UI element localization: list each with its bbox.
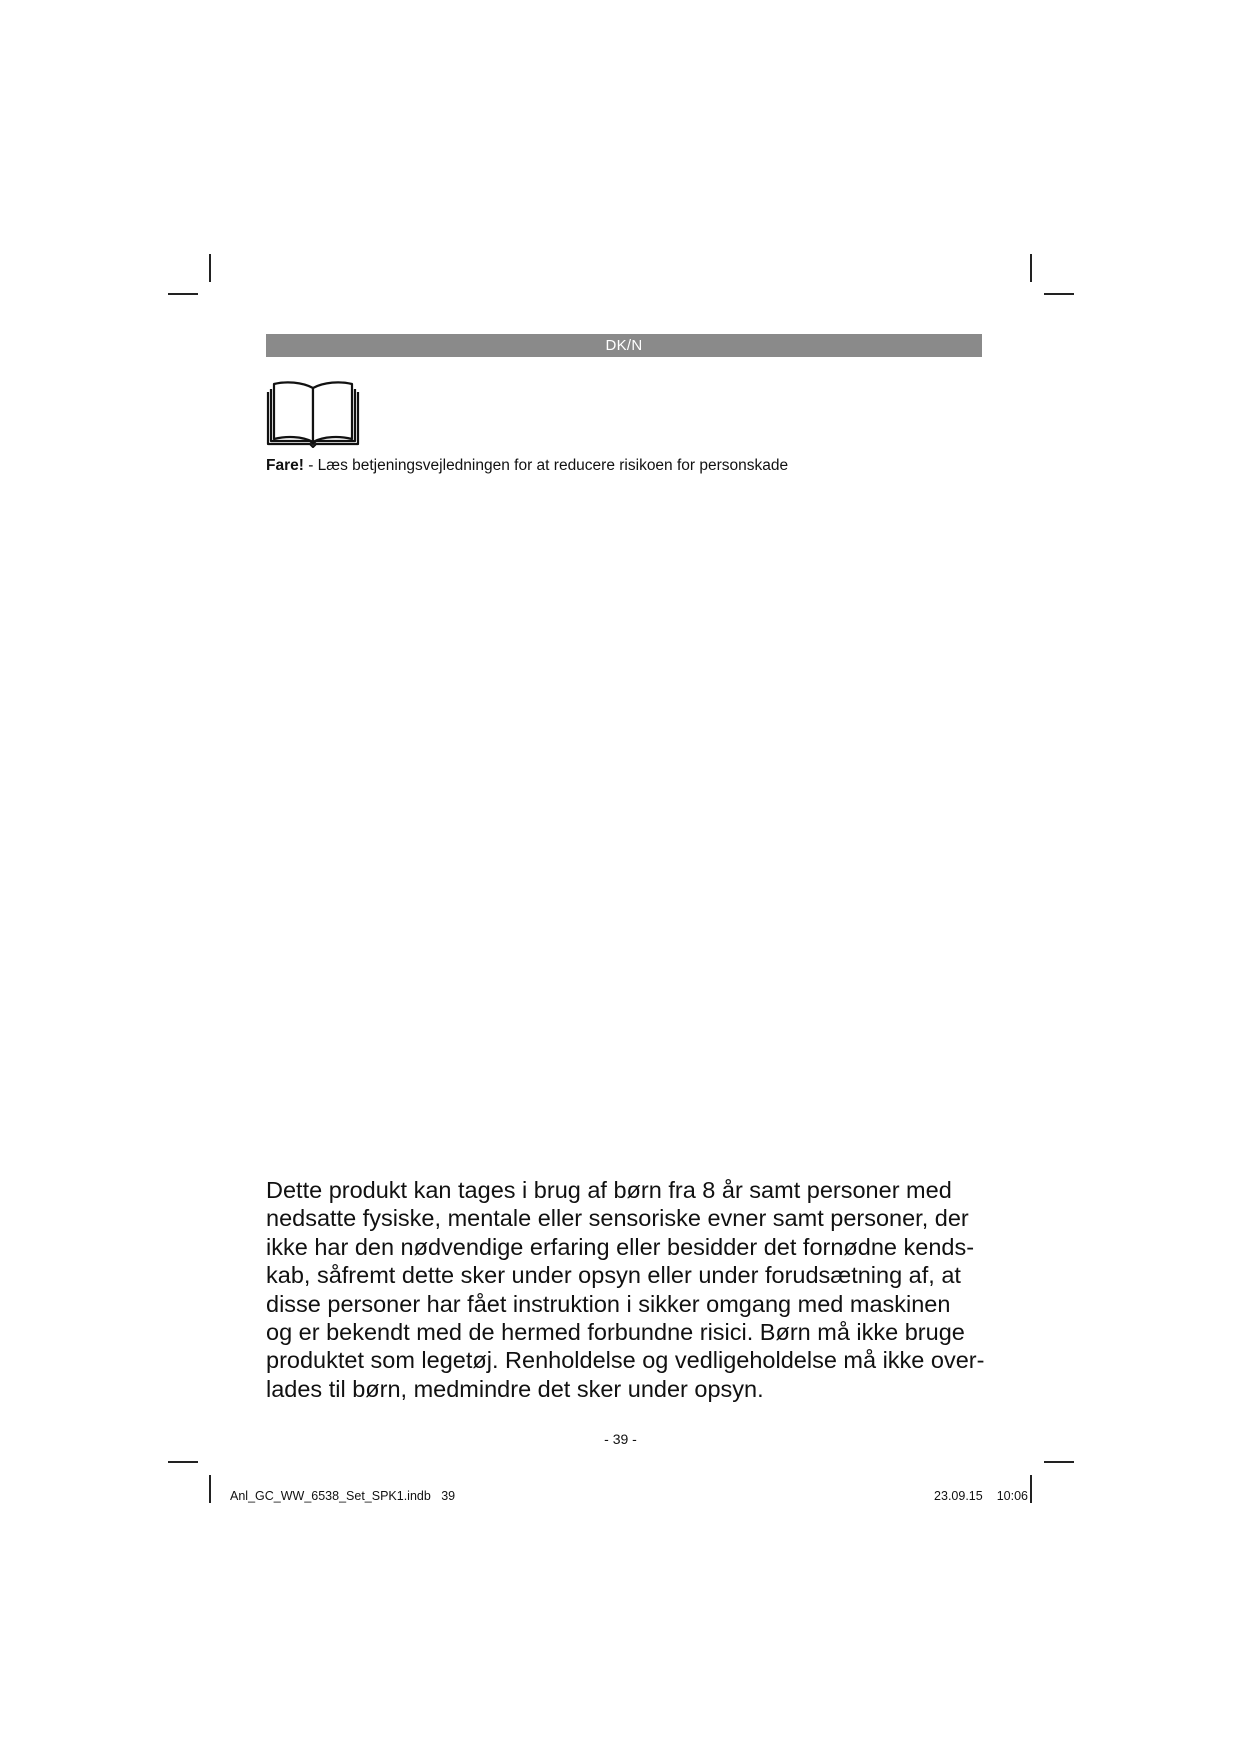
- book-icon: [266, 380, 360, 448]
- paragraph-line: lades til børn, medmindre det sker under opsyn.: [266, 1375, 764, 1402]
- page-number: - 39 -: [604, 1431, 637, 1447]
- crop-mark-top-left-horizontal: [168, 293, 198, 295]
- warning-text: - Læs betjeningsvejledningen for at reducere risikoen for personskade: [303, 457, 789, 474]
- safety-paragraph: [266, 1176, 986, 1403]
- warning-notice: [266, 456, 788, 476]
- crop-mark-bottom-left-vertical: [209, 1475, 211, 1503]
- crop-mark-top-left-vertical: [209, 254, 211, 282]
- paragraph-line: disse personer har fået instruktion i sikker omgang med maskinen: [266, 1290, 951, 1317]
- paragraph-line: produktet som legetøj. Renholdelse og vedligeholdelse må ikke over-: [266, 1347, 985, 1374]
- crop-mark-top-right-horizontal: [1044, 293, 1074, 295]
- paragraph-line: ikke har den nødvendige erfaring eller besidder det fornødne kends-: [266, 1233, 975, 1260]
- footer-timestamp: [934, 1489, 1028, 1503]
- footer-file-name: Anl_GC_WW_6538_Set_SPK1.indb 39: [230, 1489, 456, 1503]
- footer-time: 10:06: [996, 1489, 1028, 1503]
- crop-mark-bottom-left-horizontal: [168, 1461, 198, 1463]
- paragraph-line: og er bekendt med de hermed forbundne risici. Børn må ikke bruge: [266, 1319, 965, 1346]
- section-label: DK/N: [605, 337, 643, 354]
- paragraph-line: kab, såfremt dette sker under opsyn eller under forudsætning af, at: [266, 1262, 961, 1289]
- footer-date: 23.09.15: [934, 1489, 983, 1503]
- crop-mark-bottom-right-horizontal: [1044, 1461, 1074, 1463]
- paragraph-line: Dette produkt kan tages i brug af børn fra 8 år samt personer med: [266, 1177, 952, 1203]
- paragraph-line: nedsatte fysiske, mentale eller sensoriske evner samt personer, der: [266, 1205, 969, 1232]
- warning-label: Fare!: [266, 457, 304, 474]
- section-header-bar: [266, 334, 982, 357]
- crop-mark-bottom-right-vertical: [1030, 1475, 1032, 1503]
- crop-mark-top-right-vertical: [1030, 254, 1032, 282]
